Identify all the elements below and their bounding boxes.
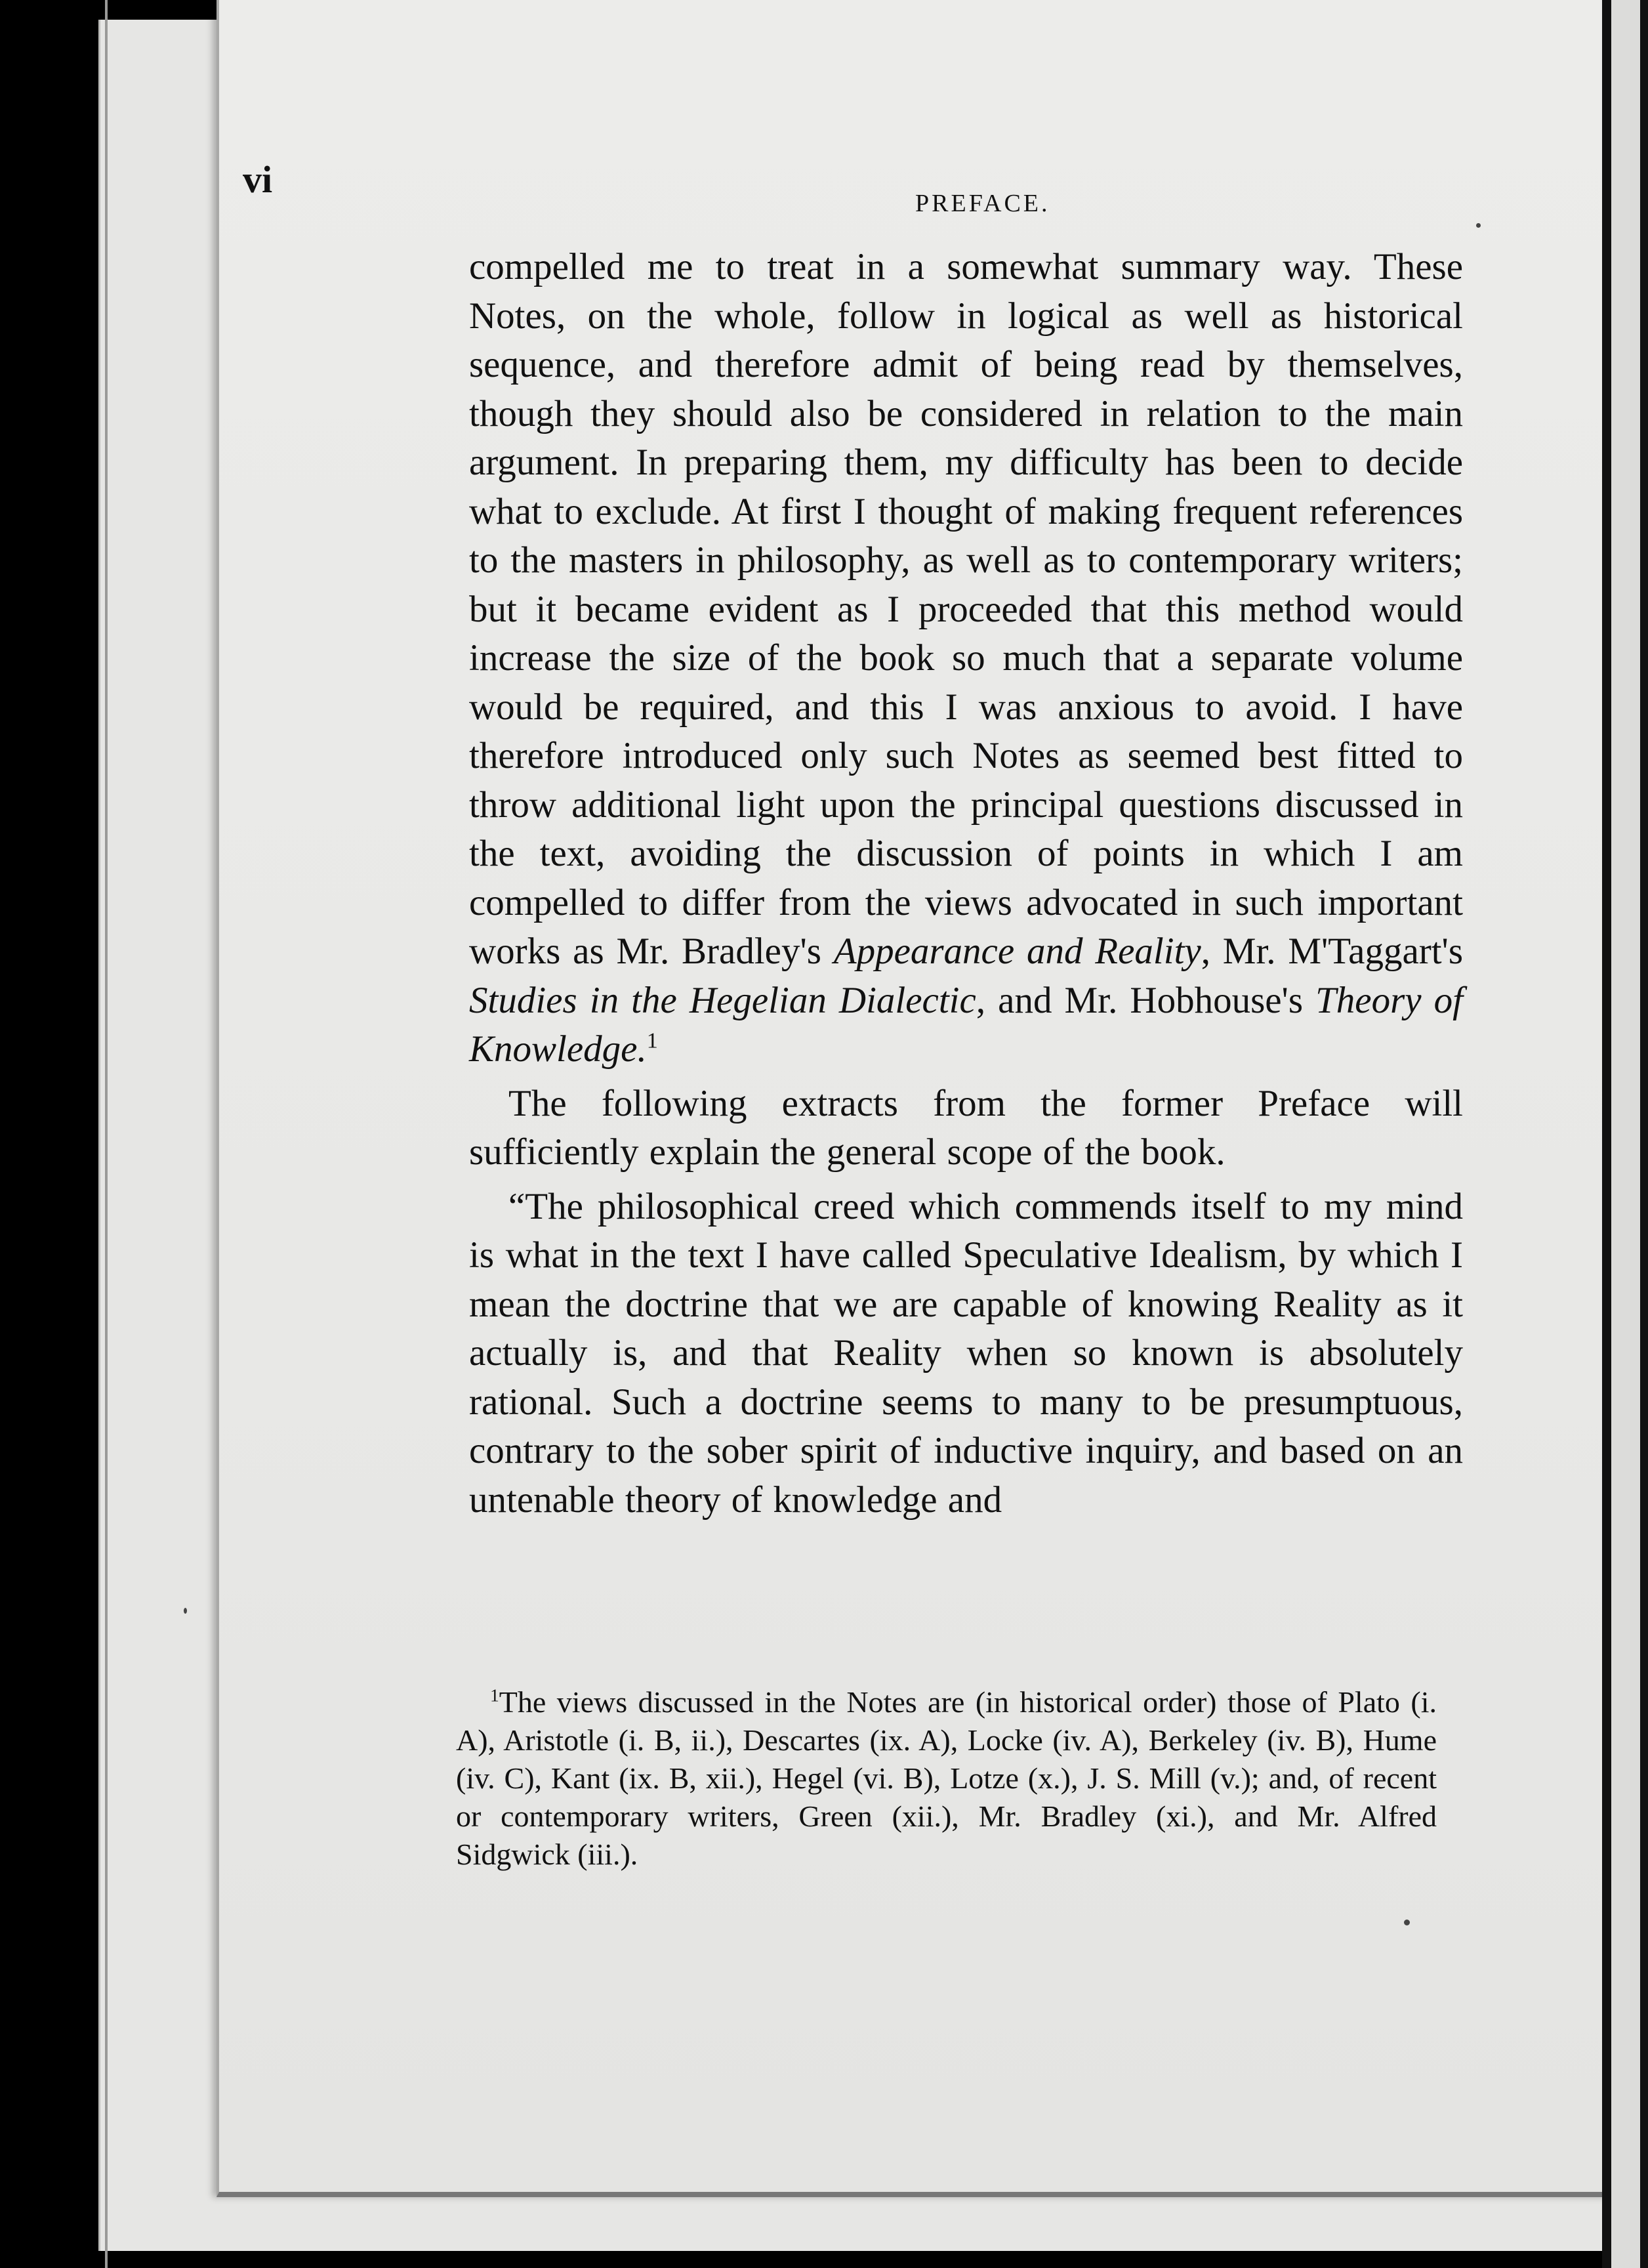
scan-speck [184, 1608, 187, 1614]
footnote-text: The views discussed in the Notes are (in historical order) those of Plato (i. A), Aristotle (i. B, ii.), Descartes (ix. A), Locke (iv. A), Berkeley (iv. B), Hume (iv. C), Kant (ix. B, xii.), Hegel (vi. B), Lotze (x.), J. S. Mill (v.); and, of recent or contemporary writers, Green (xii.), Mr. Bradley (xi.), and Mr. Alfred Sidgwick (iii.). [456, 1685, 1437, 1871]
body-text [469, 243, 1463, 1524]
page-stack-edge [105, 0, 108, 2268]
work-title-studies: Studies in the Hegelian Dialectic [469, 979, 976, 1021]
paragraph-1-text: compelled me to treat in a somewhat summary way. These Notes, on the whole, follow in logical as well as historical sequence, and therefore admit of being read by themselves, though they should also be considered in relation to the main argument. In preparing them, my difficulty has been to decide what to exclude. At first I thought of making frequent references to the masters in philosophy, as well as to contemporary writers; but it became evident as I proceeded that this method would increase the size of the book so much that a separate volume would be required, and this I was anxious to avoid. I have therefore introduced only such Notes as seemed best fitted to throw additional light upon the principal questions discussed in the text, avoiding the discussion of points in which I am compelled to differ from the views advocated in such important works as Mr. Bradley's [469, 246, 1463, 972]
paragraph-2: The following extracts from the former Preface will sufficiently explain the general scope of the book. [469, 1082, 1463, 1173]
footnote-reference: 1 [646, 1028, 658, 1053]
work-title-appearance: Appearance and Reality [833, 931, 1201, 972]
next-page-edge [1611, 0, 1640, 2268]
scan-speck [1404, 1920, 1410, 1925]
paragraph-1-text-b: , Mr. M'Taggart's [1201, 931, 1464, 972]
page-number: vi [243, 158, 273, 201]
paragraph-1-text-c: , and Mr. Hobhouse's [976, 979, 1304, 1021]
scan-speck [1476, 223, 1481, 228]
right-binding-strip [1602, 0, 1648, 2268]
footnote-marker: 1 [490, 1685, 499, 1706]
running-head: PREFACE. [915, 190, 1050, 217]
footnote [456, 1683, 1437, 1874]
paragraph-1 [469, 243, 1463, 1074]
paragraph-3: “The philosophical creed which commends itself to my mind is what in the text I have called Speculative Idealism, by which I mean the doctrine that we are capable of knowing Reality as it actually is, and that Reality when so known is absolutely rational. Such a doctrine seems to many to be presumptuous, contrary to the sober spirit of inductive inquiry, and based on an untenable theory of knowledge and [469, 1185, 1463, 1521]
work-title-theory: Theory of Knowledge. [469, 979, 1464, 1070]
